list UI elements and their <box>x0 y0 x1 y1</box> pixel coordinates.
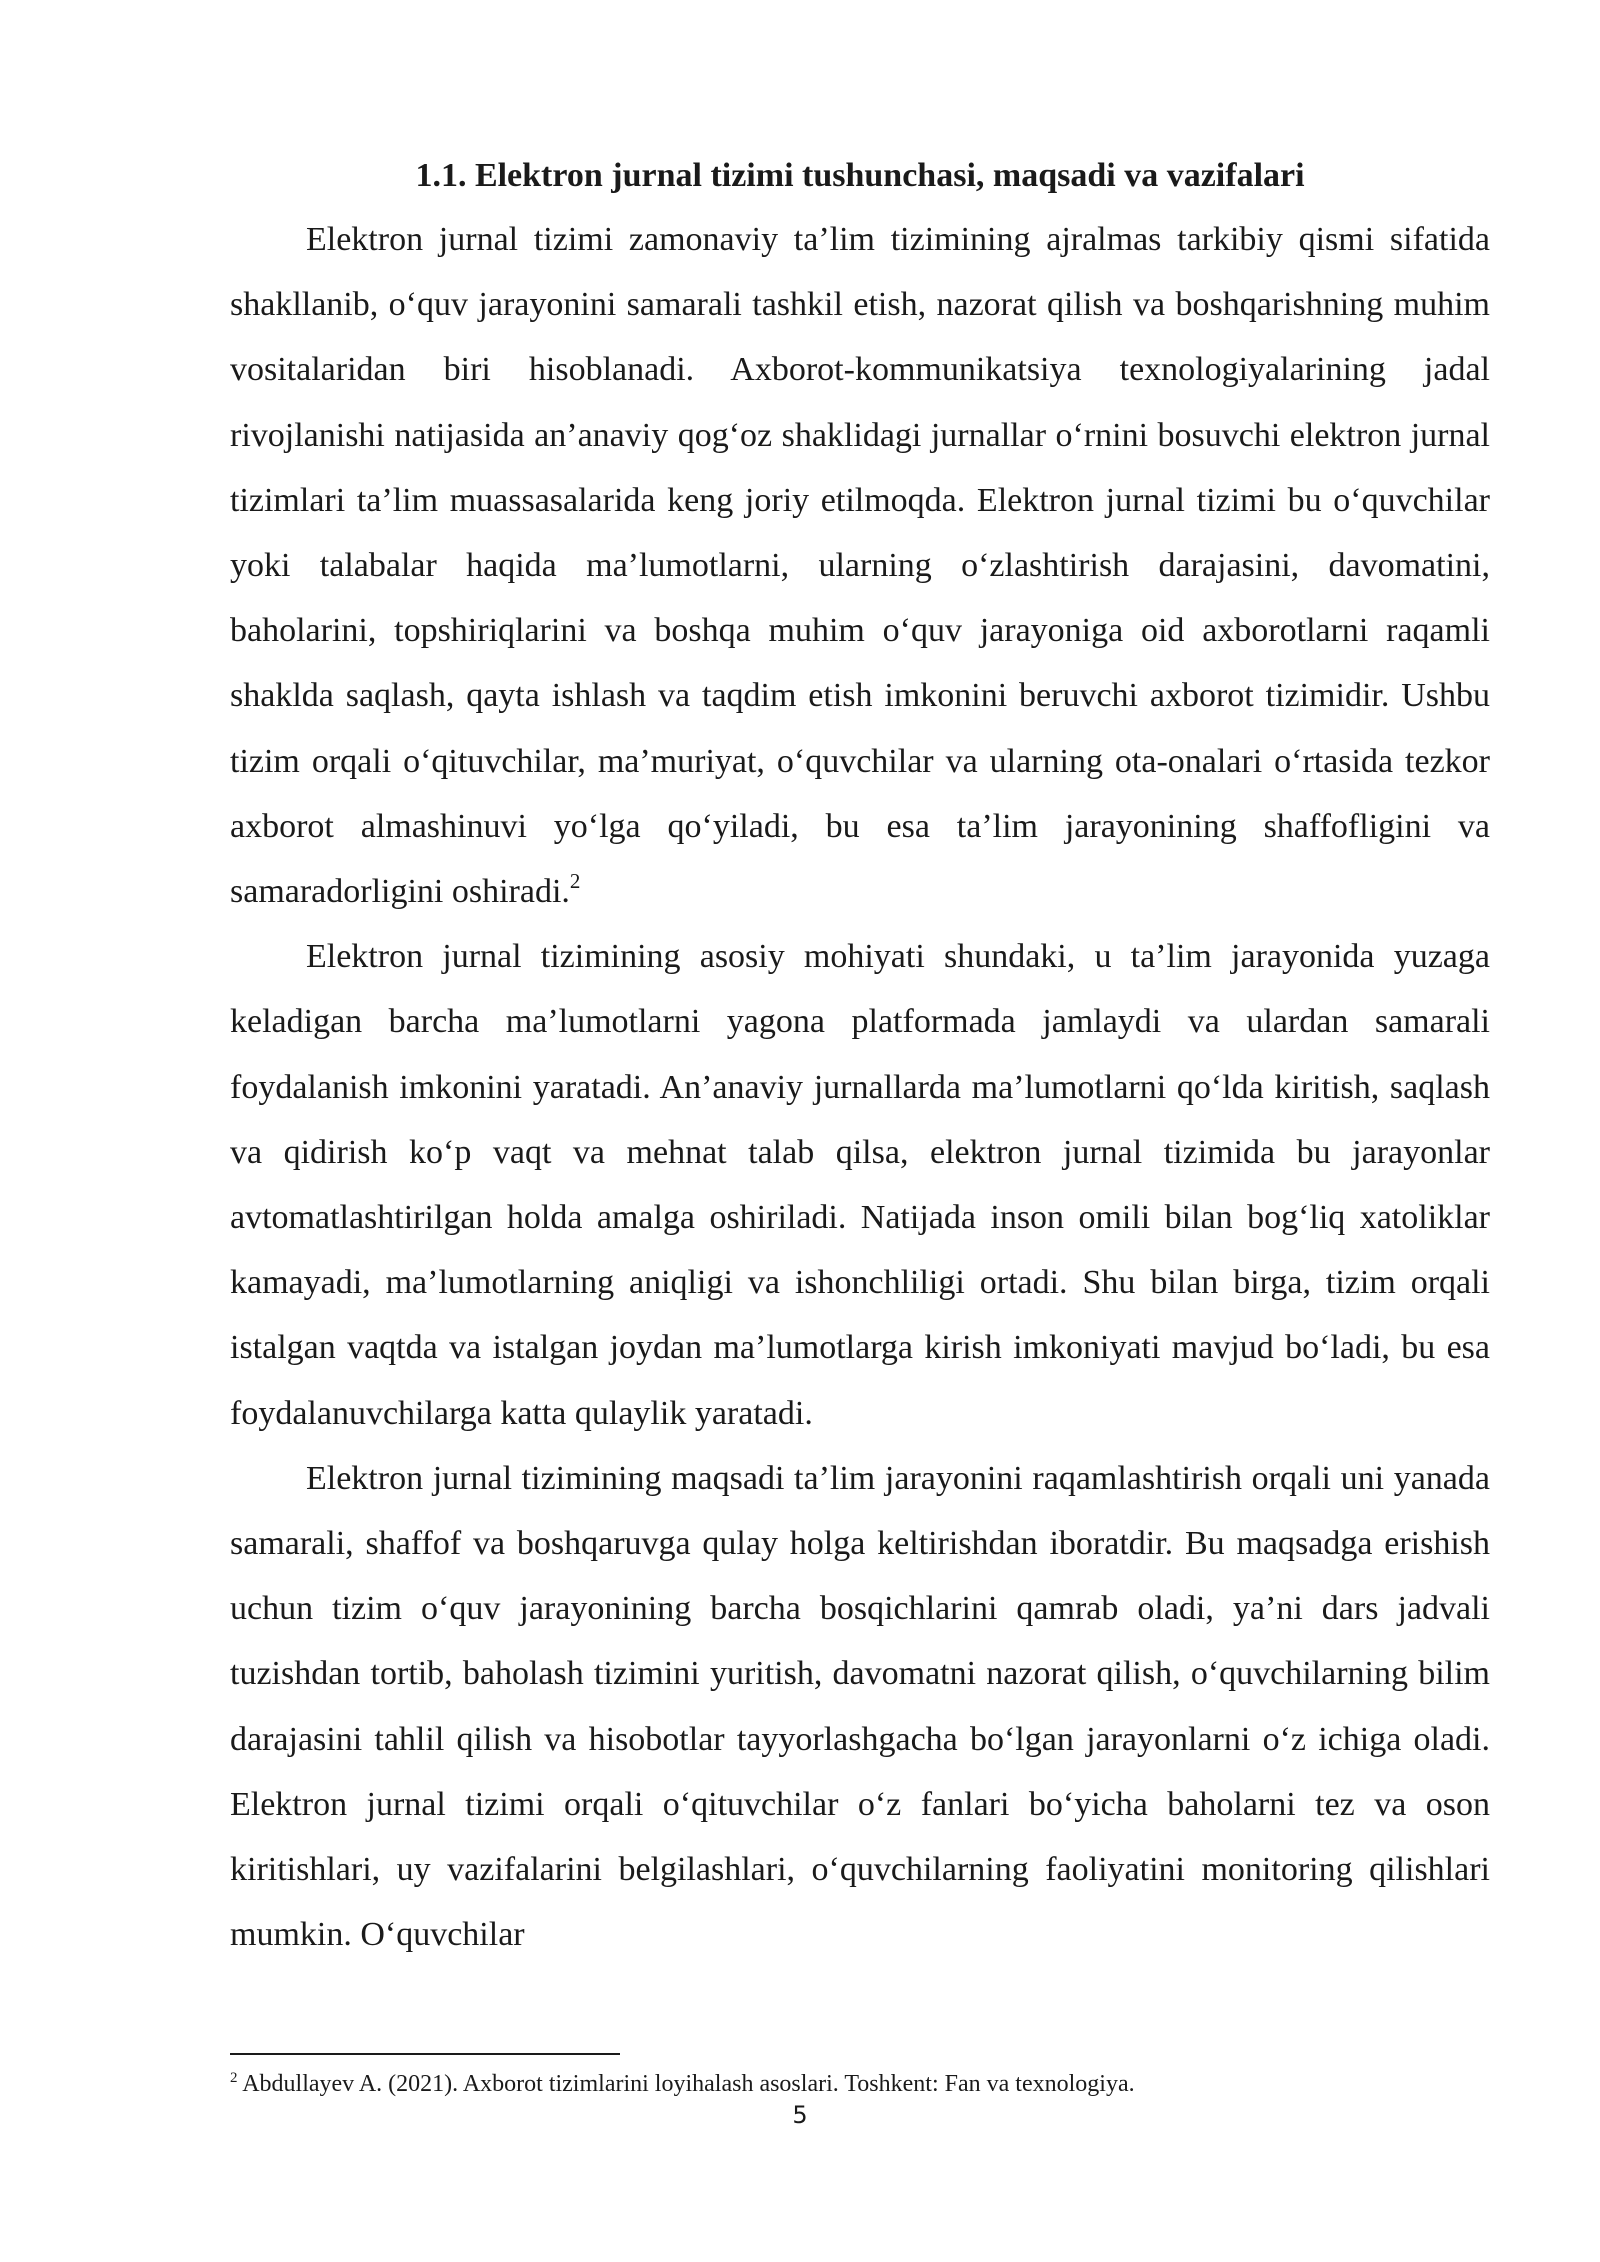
footnote-number: 2 <box>230 2070 238 2086</box>
footnote-separator <box>230 2053 620 2055</box>
paragraph-1-text: Elektron jurnal tizimi zamonaviy ta’lim tizimining ajralmas tarkibiy qismi sifatida shakllanib, o‘quv jarayonini samarali tashkil etish, nazorat qilish va boshqarishning muhim vositalaridan biri hisoblanadi. Axborot-kommunikatsiya texnologiyalarining jadal rivojlanishi natijasida an’anaviy qog‘oz shaklidagi jurnallar o‘rnini bosuvchi elektron jurnal tizimlari ta’lim muassasalarida keng joriy etilmoqda. Elektron jurnal tizimi bu o‘quvchilar yoki talabalar haqida ma’lumotlarni, ularning o‘zlashtirish darajasini, davomatini, baholarini, topshiriqlarini va boshqa muhim o‘quv jarayoniga oid axborotlarni raqamli shaklda saqlash, qayta ishlash va taqdim etish imkonini beruvchi axborot tizimidir. Ushbu tizim orqali o‘qituvchilar, ma’muriyat, o‘quvchilar va ularning ota-onalari o‘rtasida tezkor axborot almashinuvi yo‘lga qo‘yiladi, bu esa ta’lim jarayonining shaffofligini va samaradorligini oshiradi. <box>230 221 1490 911</box>
body-text <box>230 207 1490 1967</box>
paragraph-3: Elektron jurnal tizimining maqsadi ta’lim jarayonini raqamlashtirish orqali uni yanada samarali, shaffof va boshqaruvga qulay holga keltirishdan iboratdir. Bu maqsadga erishish uchun tizim o‘quv jarayonining barcha bosqichlarini qamrab oladi, ya’ni dars jadvali tuzishdan tortib, baholash tizimini yuritish, davomatni nazorat qilish, o‘quvchilarning bilim darajasini tahlil qilish va hisobotlar tayyorlashgacha bo‘lgan jarayonlarni o‘z ichiga oladi. Elektron jurnal tizimi orqali o‘qituvchilar o‘z fanlari bo‘yicha baholarni tez va oson kiritishlari, uy vazifalarini belgilashlari, o‘quvchilarning faoliyatini monitoring qilishlari mumkin. O‘quvchilar <box>230 1459 1490 1954</box>
footnote-reference: 2 <box>569 869 581 894</box>
footnote <box>230 2069 1490 2099</box>
footnote-text: Abdullayev A. (2021). Axborot tizimlarini loyihalash asoslari. Toshkent: Fan va texnologiya. <box>242 2071 1135 2097</box>
paragraph-1 <box>230 207 1490 924</box>
paragraph-2: Elektron jurnal tizimining asosiy mohiyati shundaki, u ta’lim jarayonida yuzaga keladigan barcha ma’lumotlarni yagona platformada jamlaydi va ulardan samarali foydalanish imkonini yaratadi. An’anaviy jurnallarda ma’lumotlarni qo‘lda kiritish, saqlash va qidirish ko‘p vaqt va mehnat talab qilsa, elektron jurnal tizimida bu jarayonlar avtomatlashtirilgan holda amalga oshiriladi. Natijada inson omili bilan bog‘liq xatoliklar kamayadi, ma’lumotlarning aniqligi va ishonchliligi ortadi. Shu bilan birga, tizim orqali istalgan vaqtda va istalgan joydan ma’lumotlarga kirish imkoniyati mavjud bo‘ladi, bu esa foydalanuvchilarga katta qulaylik yaratadi. <box>230 938 1490 1432</box>
page-number: 5 <box>792 2101 808 2129</box>
section-heading: 1.1. Elektron jurnal tizimi tushunchasi, maqsadi va vazifalari <box>415 157 1305 194</box>
